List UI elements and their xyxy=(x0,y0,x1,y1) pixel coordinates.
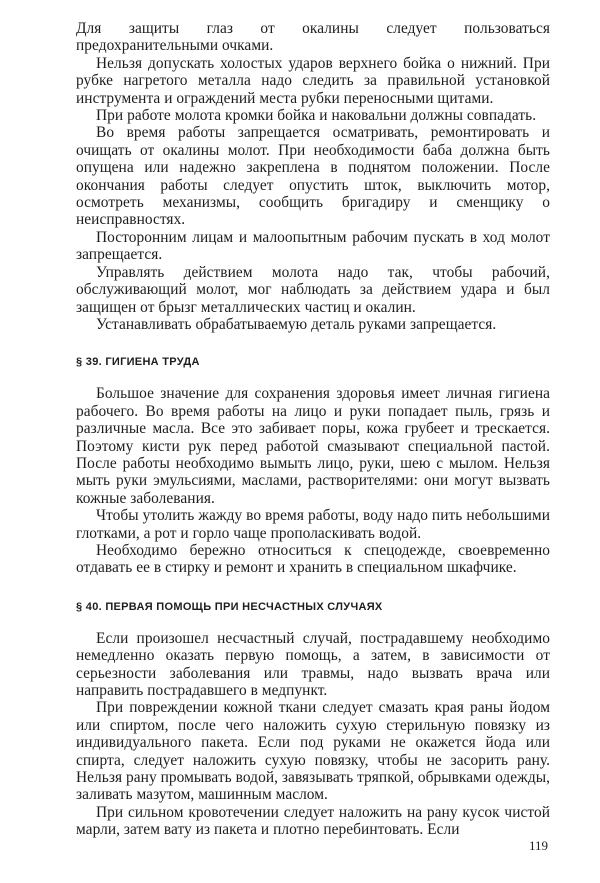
intro-paragraph: Для защиты глаз от окалины следует пользоваться предохранительными очками. xyxy=(76,20,550,55)
intro-paragraph: Во время работы запрещается осматривать, ремонтировать и очищать от окалины молот. При необходимости баба должна быть опущена или надежно закреплена в поднятом положении. После окончания работы следует опустить шток, выключить мотор, осмотреть механизмы, сообщить бригадиру и сменщику о неисправностях. xyxy=(76,124,550,229)
section-39-paragraph: Чтобы утолить жажду во время работы, воду надо пить небольшими глотками, а рот и горло чаще прополаскивать водой. xyxy=(76,507,550,542)
book-page xyxy=(76,20,550,839)
intro-paragraph: При работе молота кромки бойка и наковальни должны совпадать. xyxy=(96,107,537,125)
section-40-paragraph: При сильном кровотечении следует наложить на рану кусок чистой марли, затем вату из пакета и плотно перебинтовать. Если xyxy=(76,803,550,839)
section-39-paragraph: Необходимо бережно относиться к спецодежде, своевременно отдавать ее в стирку и ремонт и хранить в специальном шкафчике. xyxy=(76,541,550,577)
intro-paragraph: Устанавливать обрабатываемую деталь руками запрещается. xyxy=(96,315,497,333)
section-39-heading: § 39. ГИГИЕНА ТРУДА xyxy=(76,356,200,369)
page-number: 119 xyxy=(528,838,548,853)
section-40-heading: § 40. ПЕРВАЯ ПОМОЩЬ ПРИ НЕСЧАСТНЫХ СЛУЧАЯХ xyxy=(76,600,383,613)
intro-paragraph: Посторонним лицам и малоопытным рабочим пускать в ход молот запрещается. xyxy=(76,228,550,264)
section-40-paragraph: При повреждении кожной ткани следует смазать края раны йодом или спиртом, после чего наложить сухую стерильную повязку из индивидуального пакета. Если под руками не окажется йода или спирта, следует наложить сухую повязку, чтобы не засорить рану. Нельзя рану промывать водой, завязывать тряпкой, обрывками одежды, заливать мазутом, машинным маслом. xyxy=(76,699,550,804)
intro-paragraph: Нельзя допускать холостых ударов верхнего бойка о нижний. При рубке нагретого металла надо следить за правильной установкой инструмента и ограждений места рубки переносными щитами. xyxy=(76,54,550,107)
section-40-paragraph: Если произошел несчастный случай, пострадавшему необходимо немедленно оказать первую помощь, а затем, в зависимости от серьезности заболевания или травмы, надо вызвать врача или направить пострадавшего в медпункт. xyxy=(76,629,550,699)
section-39-paragraph: Большое значение для сохранения здоровья имеет личная гигиена рабочего. Во время работы на лицо и руки попадает пыль, грязь и различные масла. Все это забивает поры, кожа грубеет и трескается. Поэтому кисти рук перед работой смазывают специальной пастой. После работы необходимо вымыть лицо, руки, шею с мылом. Нельзя мыть руки эмульсиями, маслами, растворителями: они могут вызвать кожные заболевания. xyxy=(76,385,550,507)
intro-paragraph: Управлять действием молота надо так, чтобы рабочий, обслуживающий молот, мог наблюдать за действием удара и был защищен от брызг металлических частиц и окалин. xyxy=(76,263,550,316)
